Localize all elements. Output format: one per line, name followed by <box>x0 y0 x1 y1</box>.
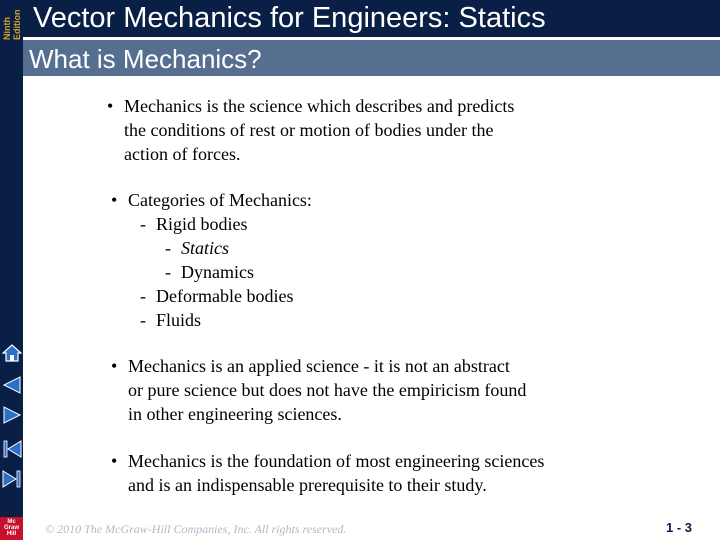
edition-label <box>0 0 23 42</box>
category-deformable: - Deformable bodies <box>140 286 294 306</box>
previous-slide-icon <box>2 375 22 395</box>
edition-line-1: Ninth <box>2 17 12 40</box>
bullet-definition <box>100 94 660 166</box>
bullet-line: Mechanics is the science which describes and predicts <box>124 96 515 116</box>
home-button[interactable] <box>0 342 23 364</box>
subtitle-bar <box>23 40 720 76</box>
logo-line-3: Hill <box>6 531 17 537</box>
category-dynamics-label: Dynamics <box>181 262 254 282</box>
edition-line-2: Edition <box>12 9 22 40</box>
next-slide-icon <box>2 405 22 425</box>
first-slide-icon <box>2 439 22 459</box>
mcgraw-hill-logo <box>0 517 23 540</box>
bullet-line: action of forces. <box>124 144 241 164</box>
category-dynamics: - Dynamics <box>165 262 254 282</box>
previous-slide-button[interactable] <box>0 374 23 396</box>
page-number: 1 - 3 <box>665 520 692 535</box>
bullet-line: the conditions of rest or motion of bodies under the <box>124 120 494 140</box>
logo-line-2: Graw <box>3 525 19 531</box>
category-rigid-label: Rigid bodies <box>156 214 248 234</box>
bullet-line: Mechanics is an applied science - it is not an abstract <box>128 356 510 376</box>
bullet-line: in other engineering sciences. <box>128 404 342 424</box>
bullet-line: Categories of Mechanics: <box>128 190 312 210</box>
bullet-dot: • <box>111 356 118 376</box>
category-fluids-label: Fluids <box>156 310 202 330</box>
bullet-categories <box>104 188 664 332</box>
category-statics-label: Statics <box>181 238 229 258</box>
copyright-notice: © 2010 The McGraw-Hill Companies, Inc. All rights reserved. <box>45 522 347 536</box>
category-fluids: - Fluids <box>140 310 202 330</box>
title-bar <box>23 0 720 37</box>
bullet-foundation <box>104 449 664 497</box>
bullet-line: and is an indispensable prerequisite to their study. <box>128 475 487 495</box>
last-slide-icon <box>2 469 22 489</box>
first-slide-button[interactable] <box>0 438 23 460</box>
left-sidebar <box>0 0 23 540</box>
category-deformable-label: Deformable bodies <box>156 286 294 306</box>
bullet-dot: • <box>111 451 118 471</box>
category-statics: - Statics <box>165 238 229 258</box>
home-icon <box>2 343 22 363</box>
next-slide-button[interactable] <box>0 404 23 426</box>
bullet-line: Mechanics is the foundation of most engineering sciences <box>128 451 545 471</box>
slide-title: What is Mechanics? <box>29 44 262 74</box>
bullet-line: or pure science but does not have the empiricism found <box>128 380 527 400</box>
logo-line-1: Mc <box>7 519 16 525</box>
last-slide-button[interactable] <box>0 468 23 490</box>
bullet-dot: • <box>111 190 118 210</box>
slide-content <box>100 94 660 497</box>
book-title: Vector Mechanics for Engineers: Statics <box>33 2 546 34</box>
bullet-dot: • <box>107 96 114 116</box>
bullet-applied-science <box>104 354 664 426</box>
category-rigid: - Rigid bodies <box>140 214 248 234</box>
